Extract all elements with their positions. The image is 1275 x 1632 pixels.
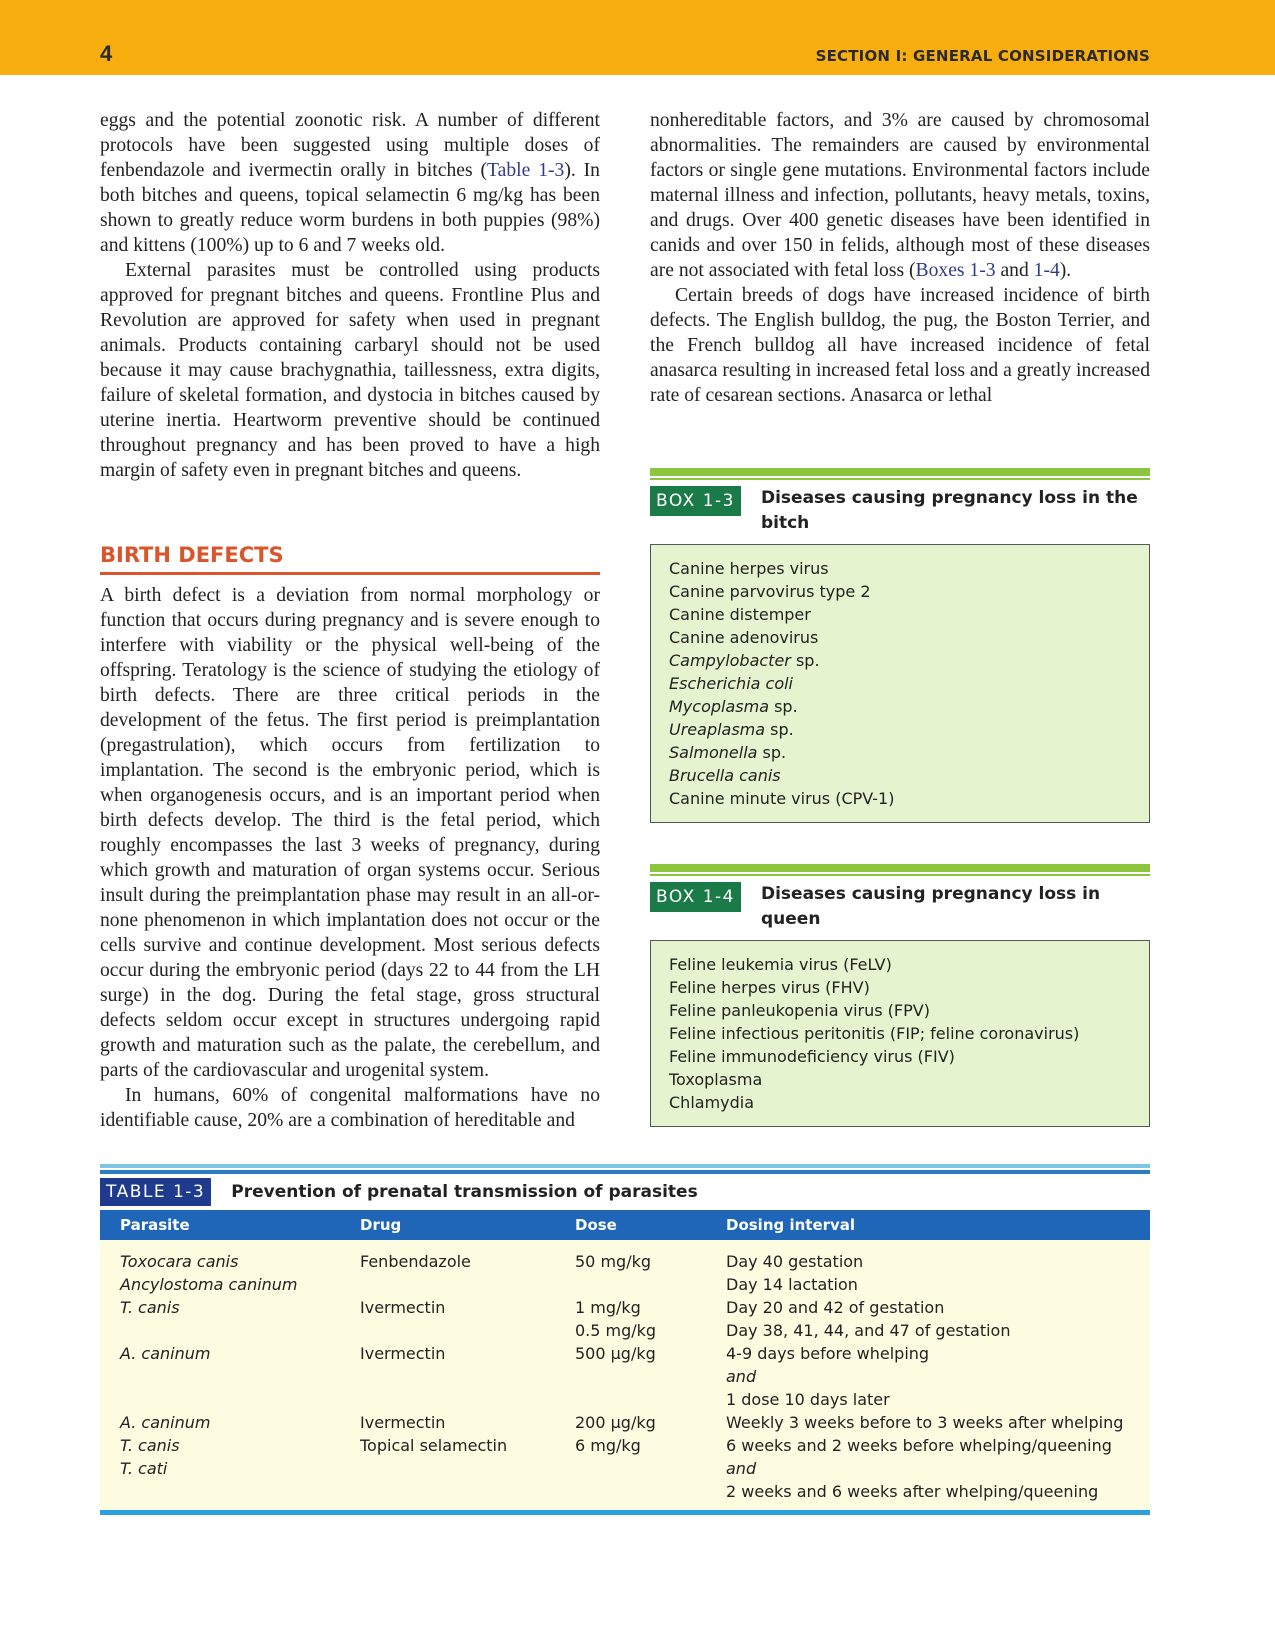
- list-item: Campylobacter sp.: [669, 651, 820, 670]
- table-cell: Ivermectin: [360, 1413, 446, 1432]
- box-1-3-link[interactable]: Boxes 1-3: [915, 260, 996, 281]
- list-item: Canine parvovirus type 2: [669, 582, 871, 601]
- birth-defects-heading: BIRTH DEFECTS: [100, 543, 600, 575]
- table-cell: and: [726, 1459, 757, 1478]
- table-cell: 1 mg/kg: [575, 1298, 641, 1317]
- table-1-3: [100, 1164, 1150, 1515]
- box-1-3-bar: [650, 468, 1150, 478]
- right-column: [650, 108, 1150, 408]
- table-cell: Toxocara canis: [120, 1252, 239, 1271]
- list-item: Canine distemper: [669, 605, 811, 624]
- box-1-3-list: [650, 544, 1150, 823]
- box-1-4-label: BOX 1-4: [650, 882, 741, 912]
- column-header-dose: Dose: [575, 1216, 617, 1234]
- list-item: Feline herpes virus (FHV): [669, 978, 870, 997]
- table-1-3-label: TABLE 1-3: [100, 1178, 211, 1206]
- table-1-3-link[interactable]: Table 1-3: [487, 160, 565, 181]
- table-cell: A. caninum: [120, 1344, 211, 1363]
- column-header-drug: Drug: [360, 1216, 402, 1234]
- list-item: Ureaplasma sp.: [669, 720, 794, 739]
- column-header-dosing-interval: Dosing interval: [726, 1216, 856, 1234]
- right-paragraph-1: nonhereditable factors, and 3% are caused by chromosomal abnormalities. The remainders are caused by environmental factors or single gene mutations. Environmental factors include maternal illness and infection, pollutants, heavy metals, toxins, and drugs. Over 400 genetic diseases have been identified in canids and over 150 in felids, although most of these diseases are not associated with fetal loss (Boxes 1-3 and 1-4).: [650, 110, 1150, 281]
- table-cell: Day 20 and 42 of gestation: [726, 1298, 945, 1317]
- table-cell: A. caninum: [120, 1413, 211, 1432]
- list-item: Mycoplasma sp.: [669, 697, 798, 716]
- table-cell: Ancylostoma caninum: [120, 1275, 298, 1294]
- table-cell: 6 mg/kg: [575, 1436, 641, 1455]
- table-header-row: [100, 1210, 1150, 1240]
- list-item: Feline immunodeficiency virus (FIV): [669, 1047, 955, 1066]
- right-paragraph-2: Certain breeds of dogs have increased incidence of birth defects. The English bulldog, the pug, the Boston Terrier, and the French bulldog all have increased incidence of fetal anasarca resulting in increased fetal loss and a greatly increased rate of cesarean sections. Anasarca or lethal: [650, 285, 1150, 406]
- box-1-4-link[interactable]: 1-4: [1033, 260, 1060, 281]
- box-1-4-bar: [650, 864, 1150, 874]
- birth-defects-paragraph-2: In humans, 60% of congenital malformations have no identifiable cause, 20% are a combination of hereditable and: [100, 1085, 600, 1131]
- table-cell: Day 40 gestation: [726, 1252, 864, 1271]
- box-1-4-title: Diseases causing pregnancy loss in queen: [760, 884, 1101, 929]
- table-cell: Ivermectin: [360, 1344, 446, 1363]
- list-item: Chlamydia: [669, 1093, 755, 1112]
- list-item: Canine adenovirus: [669, 628, 819, 647]
- table-cell: and: [726, 1367, 757, 1386]
- list-item: Brucella canis: [669, 766, 781, 785]
- table-top-bar: [100, 1164, 1150, 1168]
- box-1-3-label: BOX 1-3: [650, 486, 741, 516]
- table-cell: 200 µg/kg: [575, 1413, 656, 1432]
- section-title: SECTION I: GENERAL CONSIDERATIONS: [815, 47, 1150, 65]
- table-cell: T. cati: [120, 1459, 168, 1478]
- table-cell: Weekly 3 weeks before to 3 weeks after whelping: [726, 1413, 1124, 1432]
- birth-defects-section: [100, 543, 600, 1133]
- table-cell: 1 dose 10 days later: [726, 1390, 890, 1409]
- table-cell: Day 14 lactation: [726, 1275, 858, 1294]
- left-paragraph-2: External parasites must be controlled using products approved for pregnant bitches and queens. Frontline Plus and Revolution are approved for safety when used in pregnant animals. Products containing carbaryl should not be used because it may cause brachygnathia, taillessness, extra digits, failure of skeletal formation, and dystocia in bitches caused by uterine inertia. Heartworm preventive should be continued throughout pregnancy and has been proved to have a high margin of safety even in pregnant bitches and queens.: [100, 260, 600, 481]
- list-item: Feline infectious peritonitis (FIP; feline coronavirus): [669, 1024, 1080, 1043]
- table-cell: 50 mg/kg: [575, 1252, 651, 1271]
- table-cell: Day 38, 41, 44, and 47 of gestation: [726, 1321, 1011, 1340]
- box-1-4-list: [650, 940, 1150, 1127]
- table-cell: T. canis: [120, 1436, 180, 1455]
- box-1-3: [650, 468, 1150, 823]
- table-cell: 2 weeks and 6 weeks after whelping/queening: [726, 1482, 1099, 1501]
- box-1-3-title: Diseases causing pregnancy loss in the bitch: [760, 488, 1138, 533]
- list-item: Canine minute virus (CPV-1): [669, 789, 895, 808]
- list-item: Canine herpes virus: [669, 559, 829, 578]
- list-item: Escherichia coli: [669, 674, 793, 693]
- table-cell: 0.5 mg/kg: [575, 1321, 657, 1340]
- list-item: Salmonella sp.: [669, 743, 787, 762]
- list-item: Feline panleukopenia virus (FPV): [669, 1001, 930, 1020]
- page-number: 4: [100, 41, 113, 66]
- table-cell: Ivermectin: [360, 1298, 446, 1317]
- table-top-bar-2: [100, 1170, 1150, 1174]
- table-cell: 500 µg/kg: [575, 1344, 656, 1363]
- table-cell: T. canis: [120, 1298, 180, 1317]
- list-item: Toxoplasma: [669, 1070, 763, 1089]
- table-cell: Fenbendazole: [360, 1252, 471, 1271]
- left-column: [100, 108, 600, 483]
- list-item: Feline leukemia virus (FeLV): [669, 955, 892, 974]
- box-1-4: [650, 864, 1150, 1127]
- table-body: [100, 1240, 1150, 1510]
- table-cell: Topical selamectin: [360, 1436, 508, 1455]
- birth-defects-paragraph-1: A birth defect is a deviation from normal morphology or function that occurs during pregnancy and is severe enough to interfere with viability or the physical well-being of the offspring. Teratology is the science of studying the etiology of birth defects. There are three critical periods in the development of the fetus. The first period is preimplantation (pregastrulation), which occurs from fertilization to implantation. The second is the embryonic period, which is when organogenesis occurs, and is an important period when birth defects develop. The third is the fetal period, which roughly encompasses the last 3 weeks of pregnancy, during which growth and maturation of organ systems occur. Serious insult during the preimplantation phase may result in an all-or-none phenomenon in which implantation does not occur or the cells survive and continue development. Most serious defects occur during the embryonic period (days 22 to 44 from the LH surge) in the dog. During the fetal stage, gross structural defects seldom occur except in structures undergoing rapid growth and maturation such as the palate, the cerebellum, and parts of the cardiovascular and urogenital system.: [100, 585, 600, 1081]
- table-1-3-title: Prevention of prenatal transmission of parasites: [231, 1182, 698, 1202]
- table-cell: 6 weeks and 2 weeks before whelping/queening: [726, 1436, 1112, 1455]
- table-cell: 4-9 days before whelping: [726, 1344, 930, 1363]
- column-header-parasite: Parasite: [120, 1216, 190, 1234]
- table-bottom-bar: [100, 1510, 1150, 1515]
- left-paragraph-1: eggs and the potential zoonotic risk. A number of different protocols have been suggested using multiple doses of fenbendazole and ivermectin orally in bitches (Table 1-3). In both bitches and queens, topical selamectin 6 mg/kg has been shown to greatly reduce worm burdens in both puppies (98%) and kittens (100%) up to 6 and 7 weeks old.: [100, 110, 600, 256]
